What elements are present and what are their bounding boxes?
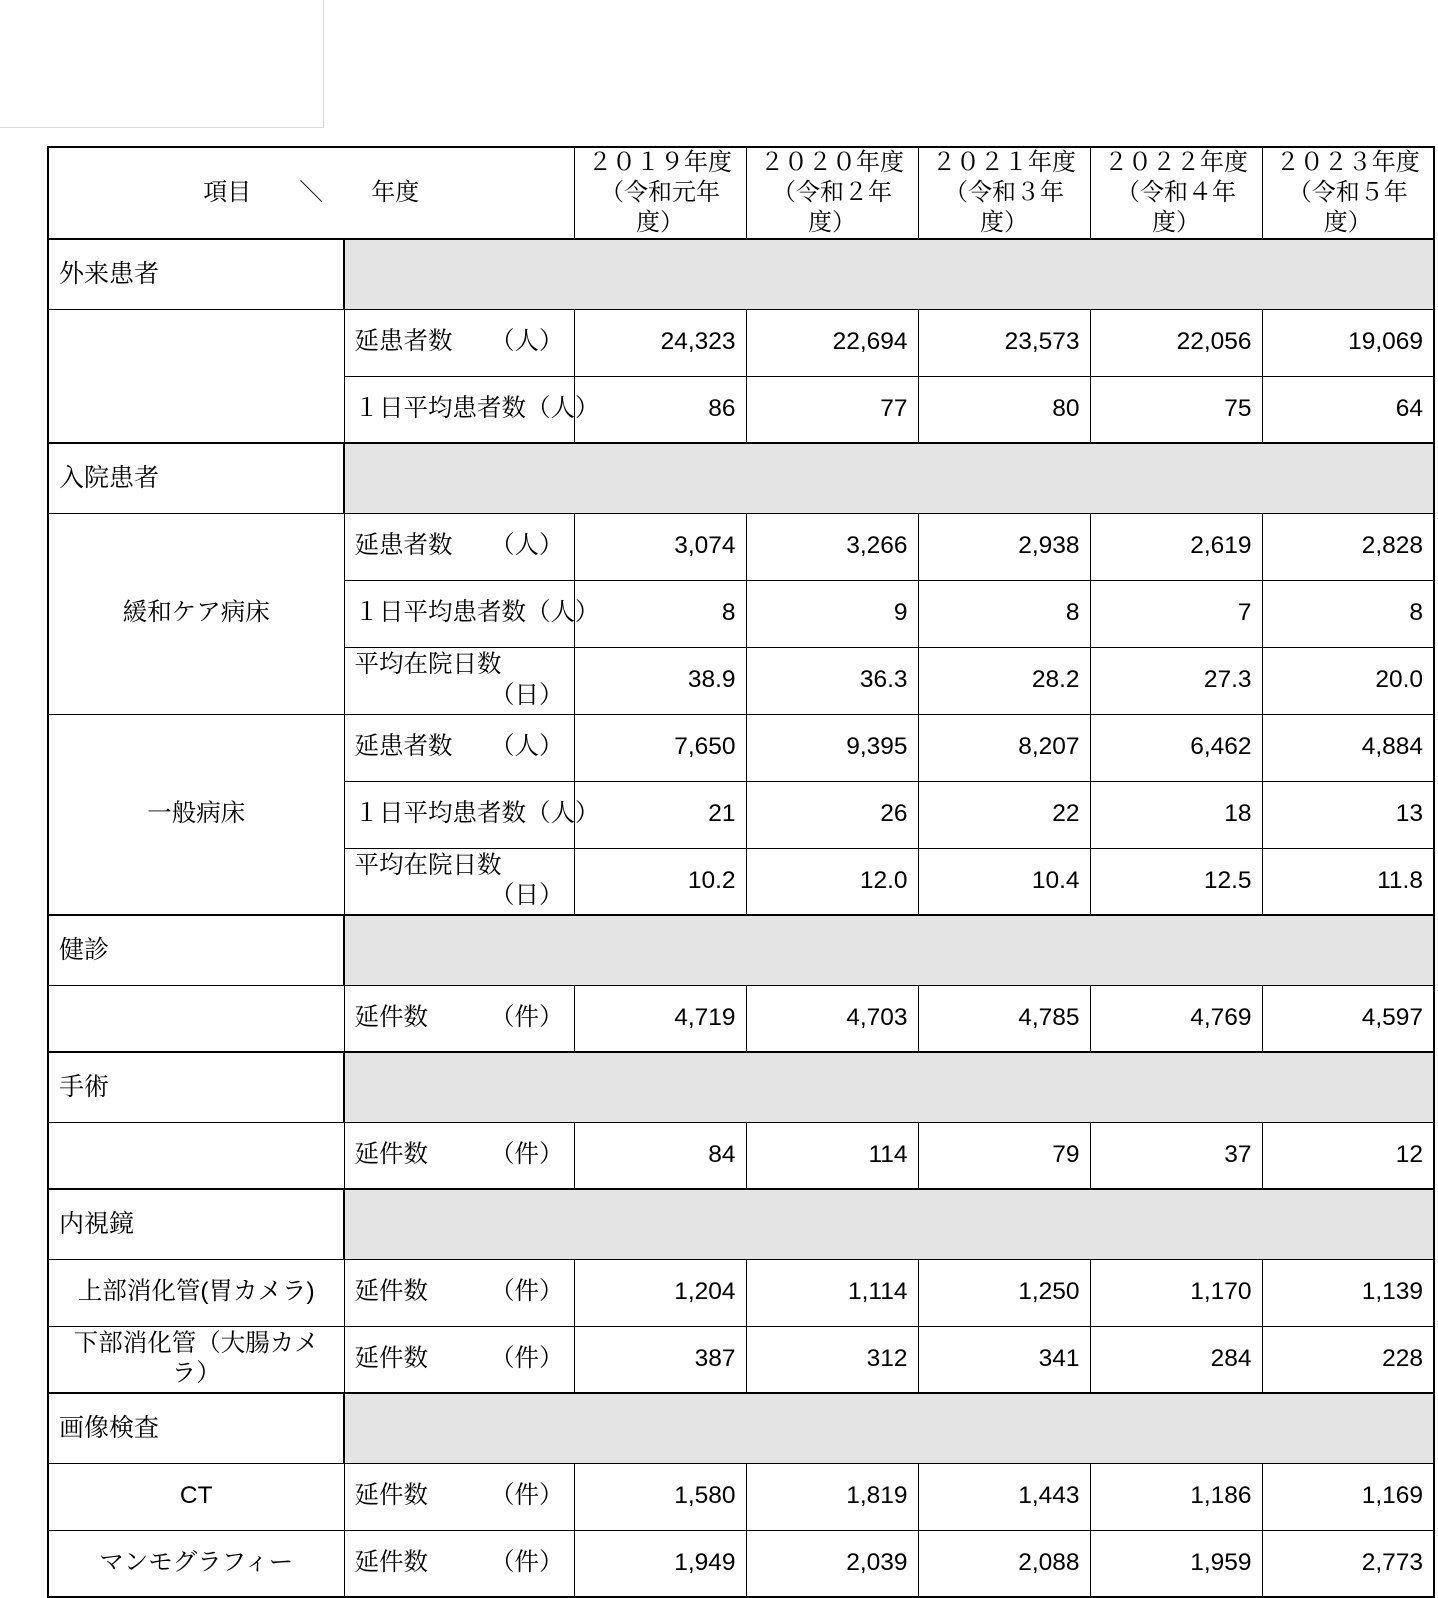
table-header-row xyxy=(48,147,1434,239)
data-cell: 4,769 xyxy=(1090,985,1262,1052)
data-cell: 2,088 xyxy=(918,1530,1090,1597)
data-cell: 1,169 xyxy=(1262,1463,1434,1530)
data-cell: 8 xyxy=(1262,580,1434,647)
data-cell: 19,069 xyxy=(1262,309,1434,376)
data-cell: 9,395 xyxy=(746,714,918,781)
row-item-label xyxy=(344,714,574,781)
data-cell: 23,573 xyxy=(918,309,1090,376)
row-item-unit: （人） xyxy=(490,532,564,560)
row-item-name: 延患者数 xyxy=(354,532,453,560)
group-label-cell: CT xyxy=(48,1463,344,1530)
data-cell: 22,694 xyxy=(746,309,918,376)
header-year-western: ２０１９年度 xyxy=(588,149,732,176)
data-cell: 77 xyxy=(746,376,918,443)
row-item-label xyxy=(344,1463,574,1530)
row-item-label xyxy=(344,985,574,1052)
data-cell: 2,938 xyxy=(918,513,1090,580)
row-item-name: 延件数 xyxy=(354,1278,428,1306)
group-label-cell: 上部消化管(胃カメラ) xyxy=(48,1259,344,1326)
header-year-western: ２０２２年度 xyxy=(1104,149,1248,176)
table-row xyxy=(48,513,1434,580)
row-item-name: 延患者数 xyxy=(354,733,453,761)
header-year-cell xyxy=(1090,147,1262,239)
section-label: 手術 xyxy=(48,1052,344,1122)
top-left-panel xyxy=(0,0,324,128)
data-cell: 12.5 xyxy=(1090,848,1262,915)
row-item-name: １日平均患者数（人） xyxy=(354,800,600,828)
section-banner-row xyxy=(48,1393,1434,1463)
group-label-cell: 一般病床 xyxy=(48,714,344,915)
row-item-name: 延件数 xyxy=(354,1003,428,1031)
section-banner-row xyxy=(48,1052,1434,1122)
data-cell: 4,884 xyxy=(1262,714,1434,781)
section-banner-row xyxy=(48,443,1434,513)
data-cell: 64 xyxy=(1262,376,1434,443)
row-item-unit: （件） xyxy=(490,1003,564,1031)
row-item-name: 延件数 xyxy=(354,1482,428,1510)
section-banner-fill xyxy=(344,1393,1434,1463)
group-label-cell: マンモグラフィー xyxy=(48,1530,344,1597)
data-cell: 1,204 xyxy=(574,1259,746,1326)
section-banner-fill xyxy=(344,443,1434,513)
row-item-label xyxy=(344,848,574,915)
data-cell: 1,959 xyxy=(1090,1530,1262,1597)
data-cell: 28.2 xyxy=(918,647,1090,714)
row-item-unit: （件） xyxy=(490,1344,564,1372)
data-cell: 21 xyxy=(574,781,746,848)
row-item-unit: （件） xyxy=(490,1278,564,1306)
data-cell: 3,266 xyxy=(746,513,918,580)
header-corner-cell: 項目 ＼ 年度 xyxy=(48,147,574,239)
data-cell: 1,170 xyxy=(1090,1259,1262,1326)
header-year-cell xyxy=(574,147,746,239)
data-cell: 22 xyxy=(918,781,1090,848)
row-item-unit: （日） xyxy=(490,882,564,910)
row-item-name: １日平均患者数（人） xyxy=(354,394,600,422)
section-banner-fill xyxy=(344,239,1434,309)
data-cell: 2,828 xyxy=(1262,513,1434,580)
row-item-label xyxy=(344,309,574,376)
group-label-cell xyxy=(48,1122,344,1189)
data-cell: 1,139 xyxy=(1262,1259,1434,1326)
group-label-cell xyxy=(48,985,344,1052)
data-cell: 8 xyxy=(918,580,1090,647)
header-year-cell xyxy=(918,147,1090,239)
header-year-western: ２０２３年度 xyxy=(1275,149,1420,176)
data-cell: 12 xyxy=(1262,1122,1434,1189)
data-cell: 13 xyxy=(1262,781,1434,848)
data-cell: 27.3 xyxy=(1090,647,1262,714)
data-cell: 10.2 xyxy=(574,848,746,915)
data-cell: 4,719 xyxy=(574,985,746,1052)
header-year-japanese-era: （令和元年度） xyxy=(600,179,720,236)
data-cell: 4,597 xyxy=(1262,985,1434,1052)
data-cell: 1,443 xyxy=(918,1463,1090,1530)
data-cell: 75 xyxy=(1090,376,1262,443)
row-item-name: 平均在院日数 xyxy=(354,650,502,678)
data-cell: 114 xyxy=(746,1122,918,1189)
data-cell: 341 xyxy=(918,1326,1090,1393)
data-cell: 11.8 xyxy=(1262,848,1434,915)
row-item-label xyxy=(344,1122,574,1189)
data-cell: 312 xyxy=(746,1326,918,1393)
row-item-name: 延患者数 xyxy=(354,328,453,356)
row-item-unit: （日） xyxy=(490,681,564,709)
row-item-unit: （人） xyxy=(490,328,564,356)
data-cell: 26 xyxy=(746,781,918,848)
data-cell: 387 xyxy=(574,1326,746,1393)
data-cell: 1,250 xyxy=(918,1259,1090,1326)
row-item-unit: （件） xyxy=(490,1482,564,1510)
section-label: 健診 xyxy=(48,915,344,985)
section-banner-row xyxy=(48,915,1434,985)
row-item-name: １日平均患者数（人） xyxy=(354,599,600,627)
section-banner-fill xyxy=(344,1052,1434,1122)
data-cell: 228 xyxy=(1262,1326,1434,1393)
data-cell: 1,819 xyxy=(746,1463,918,1530)
row-item-label xyxy=(344,580,600,647)
data-cell: 79 xyxy=(918,1122,1090,1189)
table-row xyxy=(48,1530,1434,1597)
header-year-western: ２０２０年度 xyxy=(760,149,904,176)
data-cell: 4,703 xyxy=(746,985,918,1052)
row-item-label xyxy=(344,513,574,580)
table-row xyxy=(48,1259,1434,1326)
header-year-cell xyxy=(746,147,918,239)
data-cell: 2,773 xyxy=(1262,1530,1434,1597)
row-item-label xyxy=(344,647,574,714)
data-cell: 8 xyxy=(574,580,746,647)
section-banner-row xyxy=(48,239,1434,309)
table-row xyxy=(48,1326,1434,1393)
row-item-label xyxy=(344,1259,574,1326)
header-year-japanese-era: （令和４年度） xyxy=(1116,179,1236,236)
data-cell: 6,462 xyxy=(1090,714,1262,781)
row-item-name: 延件数 xyxy=(354,1344,428,1372)
header-year-western: ２０２１年度 xyxy=(932,149,1076,176)
data-cell: 2,619 xyxy=(1090,513,1262,580)
data-cell: 9 xyxy=(746,580,918,647)
data-cell: 12.0 xyxy=(746,848,918,915)
row-item-label xyxy=(344,781,600,848)
header-year-japanese-era: （令和５年度） xyxy=(1287,179,1408,236)
group-label-cell xyxy=(48,309,344,443)
data-cell: 86 xyxy=(574,376,746,443)
data-cell: 84 xyxy=(574,1122,746,1189)
table-row xyxy=(48,1122,1434,1189)
data-cell: 4,785 xyxy=(918,985,1090,1052)
data-cell: 80 xyxy=(918,376,1090,443)
table-row xyxy=(48,1463,1434,1530)
data-cell: 8,207 xyxy=(918,714,1090,781)
data-cell: 2,039 xyxy=(746,1530,918,1597)
row-item-unit: （件） xyxy=(490,1548,564,1576)
table-row xyxy=(48,985,1434,1052)
table-row xyxy=(48,714,1434,781)
header-year-cell xyxy=(1262,147,1434,239)
data-cell: 38.9 xyxy=(574,647,746,714)
group-label-cell: 下部消化管（大腸カメラ） xyxy=(48,1326,344,1393)
data-cell: 1,114 xyxy=(746,1259,918,1326)
section-label: 内視鏡 xyxy=(48,1189,344,1259)
section-banner-fill xyxy=(344,915,1434,985)
data-cell: 24,323 xyxy=(574,309,746,376)
data-cell: 20.0 xyxy=(1262,647,1434,714)
section-banner-row xyxy=(48,1189,1434,1259)
section-banner-fill xyxy=(344,1189,1434,1259)
hospital-statistics-table xyxy=(47,146,1435,1598)
data-cell: 284 xyxy=(1090,1326,1262,1393)
data-cell: 10.4 xyxy=(918,848,1090,915)
table-body xyxy=(48,147,1434,1597)
row-item-name: 延件数 xyxy=(354,1548,428,1576)
data-cell: 37 xyxy=(1090,1122,1262,1189)
data-cell: 1,949 xyxy=(574,1530,746,1597)
row-item-unit: （人） xyxy=(490,733,564,761)
section-label: 入院患者 xyxy=(48,443,344,513)
data-cell: 7,650 xyxy=(574,714,746,781)
row-item-unit: （件） xyxy=(490,1140,564,1168)
section-label: 画像検査 xyxy=(48,1393,344,1463)
header-year-japanese-era: （令和２年度） xyxy=(772,179,892,236)
row-item-name: 平均在院日数 xyxy=(354,851,502,879)
row-item-label xyxy=(344,1326,574,1393)
statistics-table-container xyxy=(47,146,1433,1598)
data-cell: 1,580 xyxy=(574,1463,746,1530)
data-cell: 18 xyxy=(1090,781,1262,848)
section-label: 外来患者 xyxy=(48,239,344,309)
group-label-cell: 緩和ケア病床 xyxy=(48,513,344,714)
row-item-label xyxy=(344,376,600,443)
header-year-japanese-era: （令和３年度） xyxy=(944,179,1064,236)
data-cell: 36.3 xyxy=(746,647,918,714)
row-item-label xyxy=(344,1530,574,1597)
data-cell: 3,074 xyxy=(574,513,746,580)
table-row xyxy=(48,309,1434,376)
data-cell: 22,056 xyxy=(1090,309,1262,376)
data-cell: 1,186 xyxy=(1090,1463,1262,1530)
data-cell: 7 xyxy=(1090,580,1262,647)
row-item-name: 延件数 xyxy=(354,1140,428,1168)
